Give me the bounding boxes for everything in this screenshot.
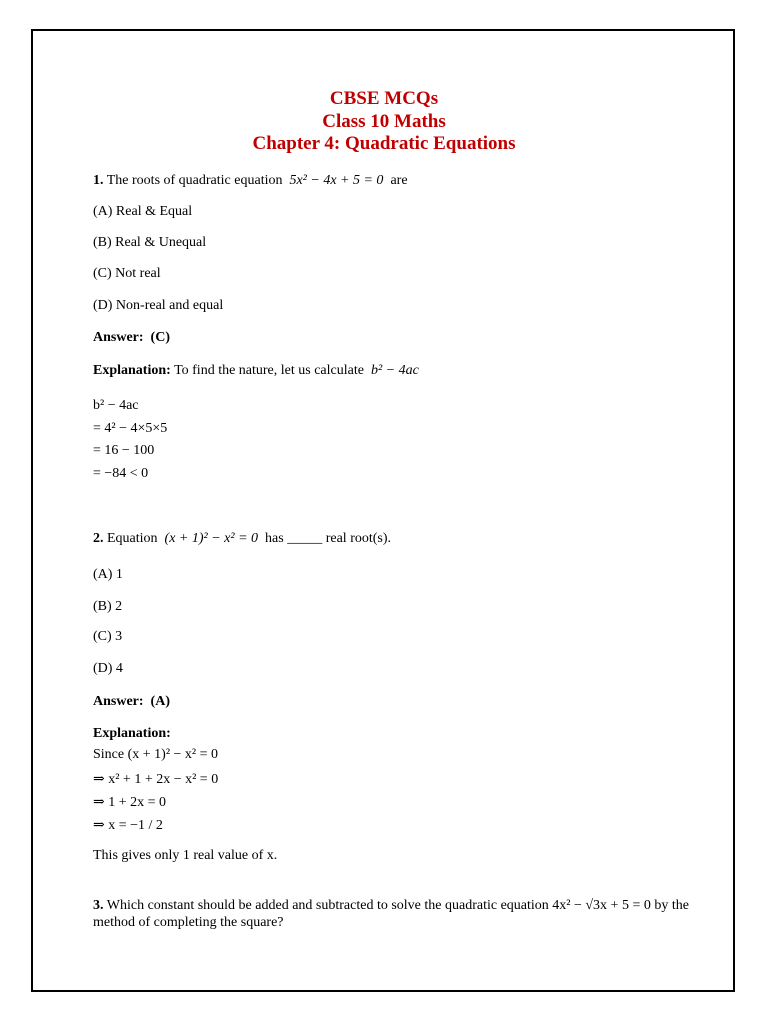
question-1-text: The roots of quadratic equation: [106, 173, 283, 188]
question-2-explanation-label: [93, 725, 171, 742]
question-2-number: 2.: [93, 531, 104, 546]
question-2-suffix: has _____ real root(s).: [265, 531, 392, 546]
document-title-line3: Chapter 4: Quadratic Equations: [252, 133, 516, 154]
question-2-step-3: ⇒ 1 + 2x = 0: [93, 795, 167, 810]
question-1-answer-label: Answer:: [93, 330, 144, 345]
question-2-option-a: (A) 1: [93, 567, 123, 582]
question-2-equation: (x + 1)² − x² = 0: [164, 531, 259, 546]
question-2-answer-value: (A): [150, 694, 170, 709]
question-1-option-d: (D) Non-real and equal: [93, 298, 224, 313]
question-2-step-2: ⇒ x² + 1 + 2x − x² = 0: [93, 772, 219, 787]
question-2-text: Equation: [107, 531, 158, 546]
question-1-option-b: (B) Real & Unequal: [93, 235, 207, 250]
question-1-step-3: = 16 − 100: [93, 443, 155, 458]
question-1-explanation-text: To find the nature, let us calculate: [174, 363, 364, 378]
question-1-suffix: are: [390, 173, 408, 188]
question-1-answer-value: (C): [150, 330, 170, 345]
question-2-explanation-label-text: Explanation:: [93, 726, 171, 741]
question-2-step-1: Since (x + 1)² − x² = 0: [93, 747, 219, 762]
question-1-answer: [93, 329, 170, 346]
question-2-conclusion: This gives only 1 real value of x.: [93, 848, 278, 863]
question-1-explanation-expr: b² − 4ac: [370, 363, 419, 378]
question-2-step-4: ⇒ x = −1 / 2: [93, 818, 163, 833]
question-2: [93, 530, 391, 547]
question-3-number: 3.: [93, 898, 104, 913]
question-1-option-c: (C) Not real: [93, 266, 161, 281]
question-3: [93, 897, 693, 931]
document-title-line1: CBSE MCQs: [329, 88, 439, 109]
question-1-step-2: = 4² − 4×5×5: [93, 421, 168, 436]
question-1-option-a: (A) Real & Equal: [93, 204, 193, 219]
question-2-option-d: (D) 4: [93, 661, 123, 676]
question-2-answer: [93, 693, 170, 710]
question-1-step-1: b² − 4ac: [93, 398, 139, 413]
question-1-explanation-label: Explanation:: [93, 363, 171, 378]
question-3-text: Which constant should be added and subtracted to solve the quadratic equation 4x² − √3x + 5 = 0 by the method of completing the square?: [93, 898, 689, 930]
question-1-number: 1.: [93, 173, 104, 188]
question-1-equation: 5x² − 4x + 5 = 0: [289, 173, 384, 188]
document-title-line2: Class 10 Maths: [322, 111, 446, 132]
question-2-option-b: (B) 2: [93, 599, 123, 614]
question-2-option-c: (C) 3: [93, 629, 123, 644]
question-2-answer-label: Answer:: [93, 694, 144, 709]
question-1-step-4: = −84 < 0: [93, 466, 149, 481]
question-1-explanation: [93, 362, 419, 379]
question-1: [93, 172, 408, 189]
